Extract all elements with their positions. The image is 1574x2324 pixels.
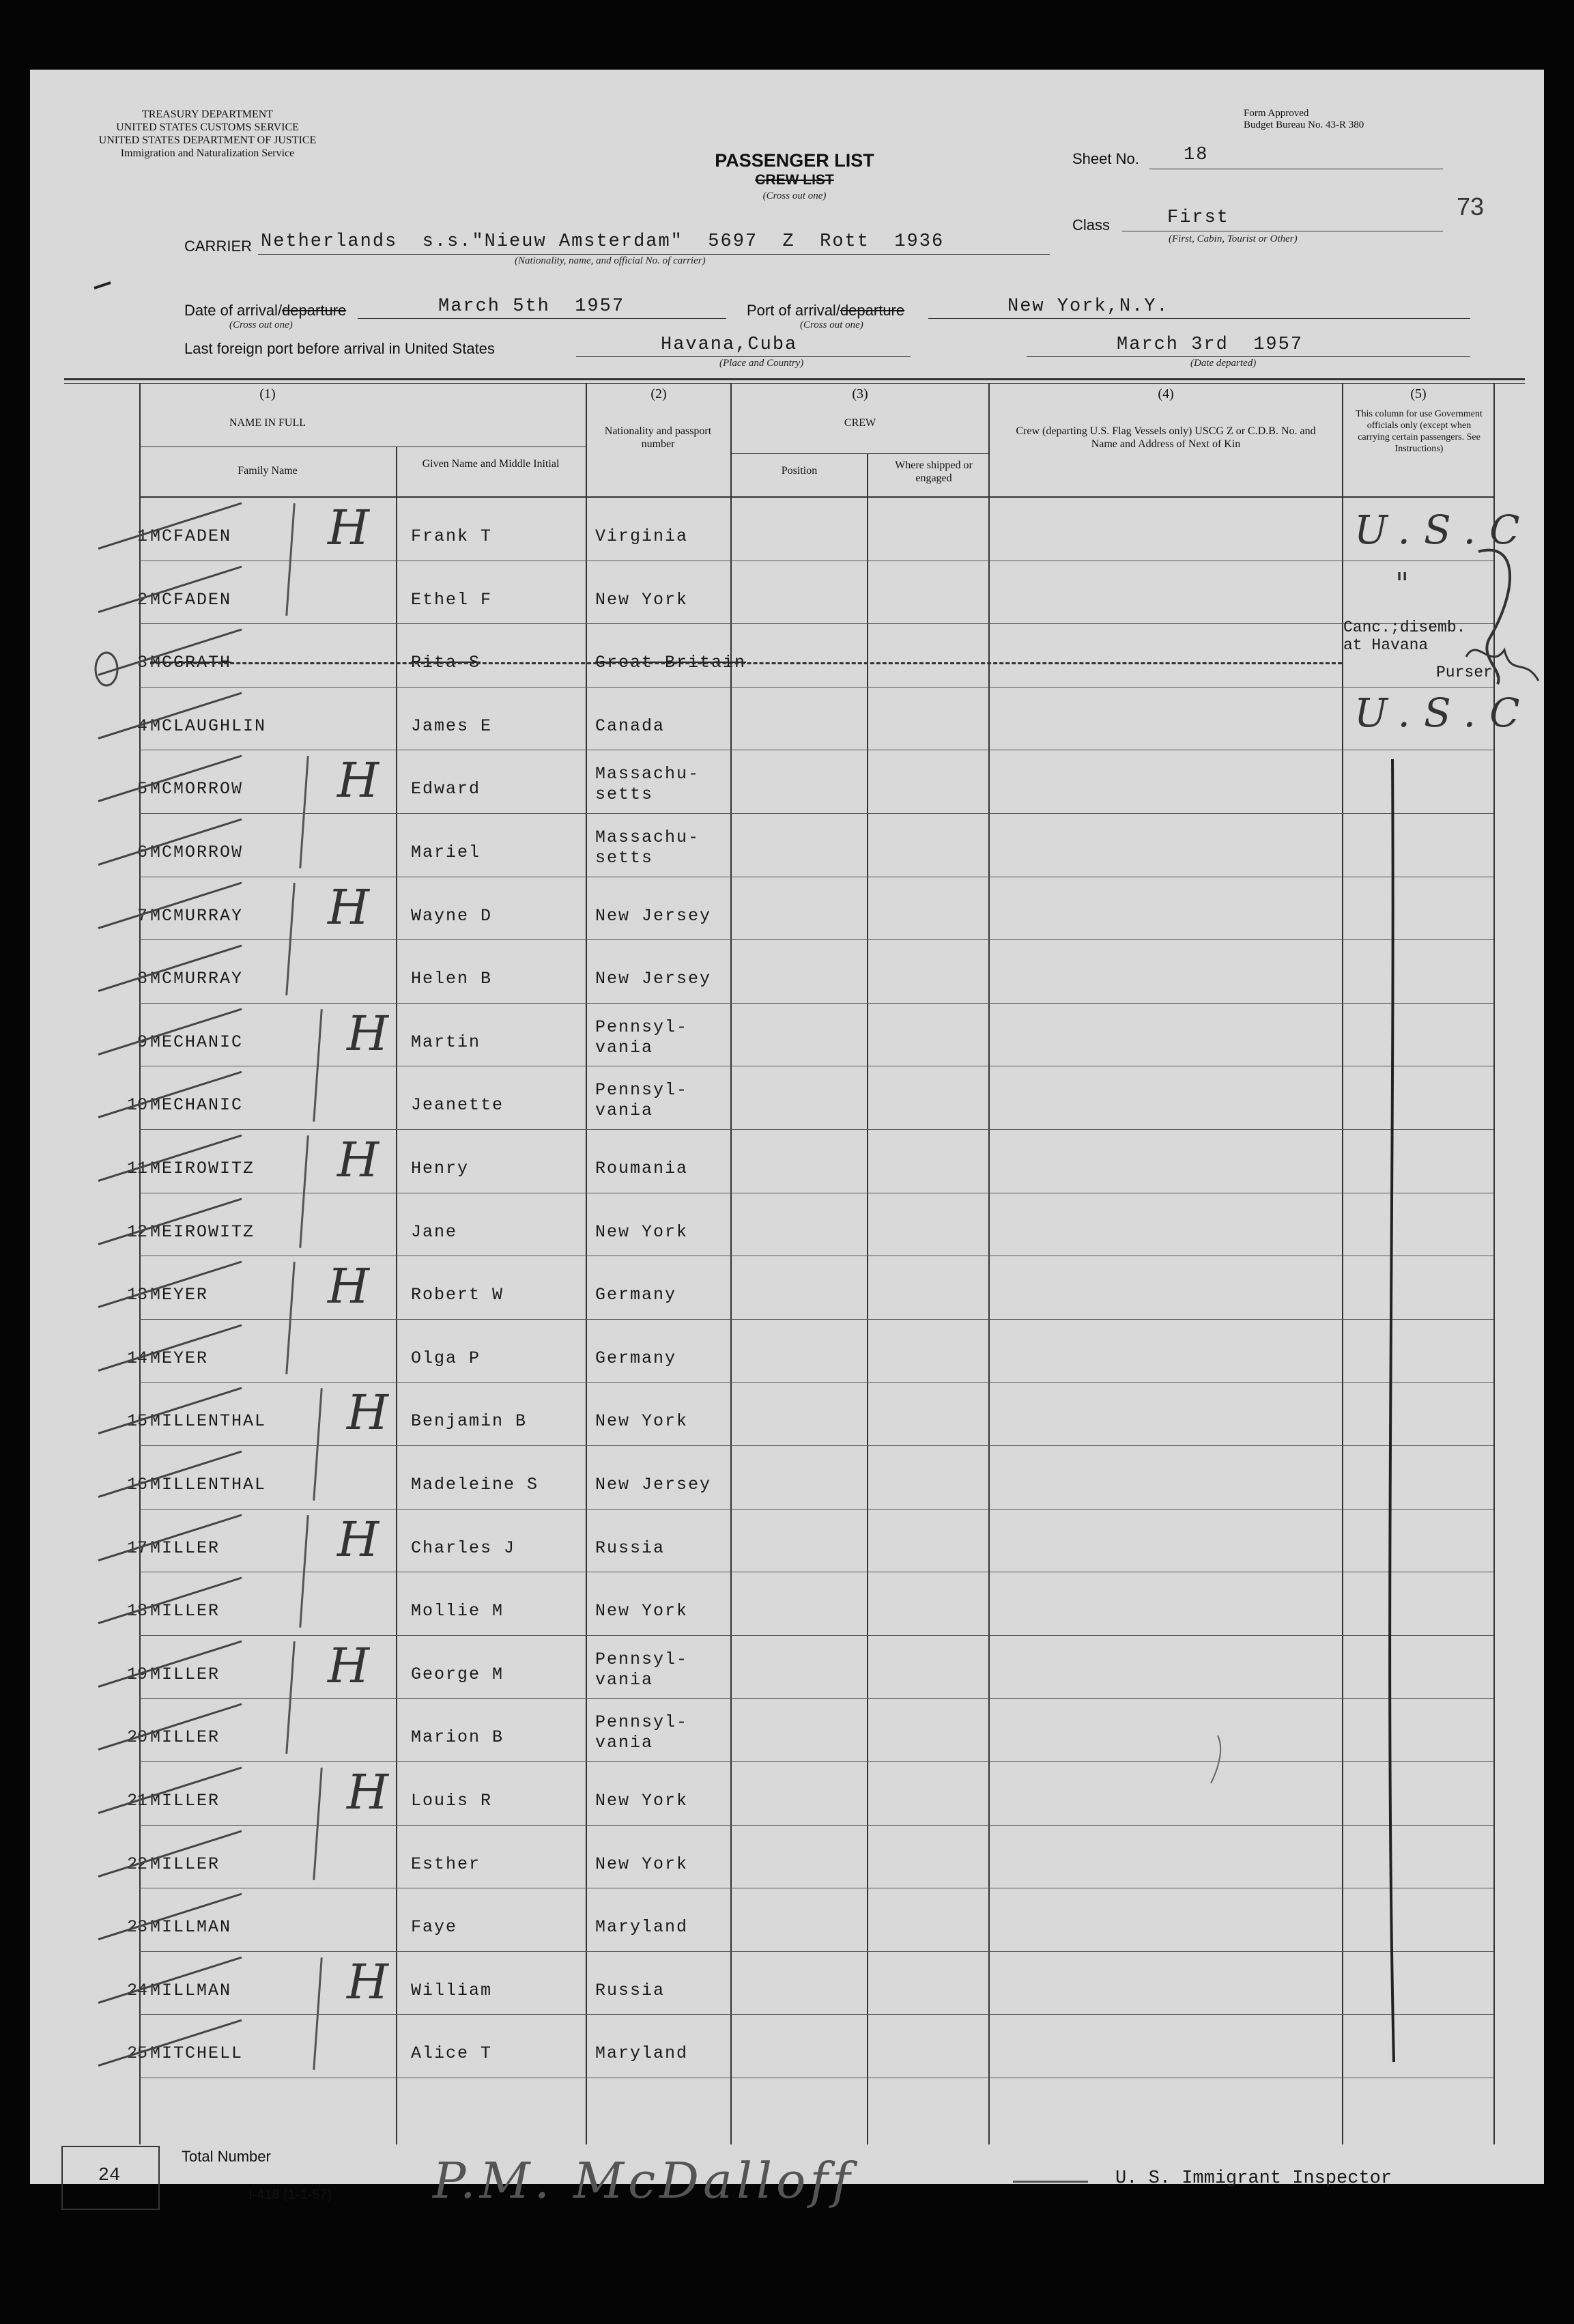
given-name: Alice T [411,2043,493,2064]
given-name: William [411,1980,493,2000]
given-name: Martin [411,1032,481,1052]
family-name: MCGRATH [150,653,232,673]
nationality: New York [595,1601,689,1621]
family-name: MILLER [150,1537,220,1558]
row-number: 23 [126,1917,147,1938]
date-label-text: Date of arrival/ [184,302,283,319]
head-of-family-mark: H [347,1953,389,2010]
form-approved-line: Form Approved [1244,108,1309,119]
stray-mark [1211,1735,1220,1783]
nationality: Russia [595,1980,666,2000]
family-name: MECHANIC [150,1032,244,1052]
date-label-struck: departure [282,302,347,319]
given-name: Henry [411,1159,470,1178]
class-value: First [1167,208,1230,228]
signature-dash [1013,2181,1088,2183]
row-number: 13 [126,1285,147,1305]
col2-number: (2) [650,386,667,401]
given-name: Robert W [411,1285,504,1305]
last-port-value: Havana,Cuba [661,335,798,355]
family-name: MEYER [150,1285,209,1305]
row-number: 1 [137,526,147,546]
row-number: 20 [126,1727,147,1748]
agency-line: UNITED STATES DEPARTMENT OF JUSTICE [98,134,317,146]
annotation-ditto-row2: " [1395,567,1410,601]
row-number: 25 [126,2043,147,2064]
family-name: MCMORROW [150,779,244,799]
ditto-line [1390,759,1394,2062]
class-label: Class [1072,216,1111,233]
nationality: New York [595,1854,689,1874]
cancel-note-line: at Havana [1343,636,1429,654]
row-number: 3 [137,653,147,673]
margin-tick [94,283,111,288]
given-name: Olga P [411,1348,481,1368]
nationality: New York [595,1791,689,1811]
nationality: New Jersey [595,1475,712,1494]
given-name: Mollie M [411,1601,504,1621]
nationality: New Jersey [595,905,712,926]
manifest-page [30,70,1544,2209]
given-name: Esther [411,1854,481,1874]
row-number: 14 [126,1348,147,1368]
family-name: MECHANIC [150,1095,244,1116]
family-name: MILLER [150,1727,220,1748]
given-name: Marion B [411,1727,504,1748]
col1-family-heading: Family Name [238,465,298,477]
family-name: MILLER [150,1854,220,1874]
head-of-family-mark: H [347,1764,389,1820]
head-of-family-mark: H [328,1637,370,1694]
head-of-family-mark: H [347,1005,389,1062]
head-of-family-mark: H [347,1385,389,1441]
given-name: Edward [411,779,481,799]
nationality: New York [595,1221,689,1242]
family-name: MILLMAN [150,1980,232,2000]
col1-number: (1) [259,386,276,401]
family-name: MILLENTHAL [150,1475,267,1494]
form-approved-line: Budget Bureau No. 43-R 380 [1244,119,1364,130]
nationality: Roumania [595,1159,689,1178]
family-name: MEYER [150,1348,209,1368]
nationality: Virginia [595,526,689,546]
nationality: Russia [595,1537,666,1558]
head-of-family-mark: H [337,752,380,809]
port-caption: (Cross out one) [800,320,863,330]
given-name: Rita S [411,653,481,673]
sheet-value: 18 [1184,145,1209,165]
last-port-label: Last foreign port before arrival in United States [184,340,495,357]
page-number: 73 [1457,193,1485,221]
family-name: MILLENTHAL [150,1411,267,1432]
port-value: New York,N.Y. [1007,296,1169,317]
row-number: 2 [137,589,147,610]
family-name: MCFADEN [150,526,232,546]
carrier-label: CARRIER [184,238,253,255]
row-number: 7 [137,905,147,926]
carrier-value: Netherlands s.s."Nieuw Amsterdam" 5697 Z Rott 1936 [261,231,945,252]
nationality: Massachu- setts [595,764,700,805]
purser-signature [1466,650,1539,681]
row-number: 5 [137,779,147,799]
col3-position-heading: Position [781,465,818,477]
given-name: George M [411,1664,504,1684]
given-name: Charles J [411,1537,516,1558]
list-title-caption: (Cross out one) [762,190,827,201]
row-number: 10 [126,1095,147,1116]
nationality: Germany [595,1348,677,1368]
col1-title: NAME IN FULL [229,417,306,429]
family-name: MCMORROW [150,842,244,862]
pencil-marks [30,70,1544,2184]
date-caption: (Cross out one) [229,320,293,330]
annotation-usc-row1: U.S.C [1354,507,1534,553]
agency-line: Immigration and Naturalization Service [120,147,295,159]
inspector-signature: P.M. McDalloff [433,2152,855,2209]
given-name: Frank T [411,526,493,546]
col3-number: (3) [852,386,868,401]
form-number: I-418 (1-1-57) [248,2187,332,2202]
col1-given-heading: Given Name and Middle Initial [422,458,560,470]
given-name: Mariel [411,842,481,862]
row-number: 6 [137,842,147,862]
col2-title: Nationality and passport number [604,425,712,450]
given-name: Jane [411,1221,458,1242]
agency-line: TREASURY DEPARTMENT [141,109,274,120]
total-value: 24 [98,2166,121,2186]
family-name: MITCHELL [150,2043,244,2064]
carrier-caption: (Nationality, name, and official No. of carrier) [515,255,706,266]
port-label-text: Port of arrival/ [747,302,840,319]
col3-title: CREW [844,417,876,429]
list-title: PASSENGER LIST [715,150,874,171]
nationality: Maryland [595,1917,689,1938]
nationality: New York [595,589,689,610]
list-title-struck: CREW LIST [755,172,834,188]
given-name: Faye [411,1917,458,1938]
given-name: Ethel F [411,589,493,610]
family-name: MEIROWITZ [150,1221,255,1242]
row-number: 21 [126,1791,147,1811]
arrival-date-value: March 5th 1957 [438,296,625,317]
nationality: Massachu- setts [595,827,700,868]
annotation-purser: Purser. [1436,664,1502,681]
row-number: 9 [137,1032,147,1052]
family-name: MCMURRAY [150,969,244,989]
row-number: 16 [126,1475,147,1494]
total-label: Total Number [182,2148,271,2165]
head-of-family-mark: H [337,1132,380,1188]
head-of-family-mark: H [328,500,370,556]
nationality: Great Britain [595,653,747,673]
family-name: MILLER [150,1791,220,1811]
date-departed-value: March 3rd 1957 [1117,335,1304,355]
nationality: Germany [595,1285,677,1305]
col4-title: Crew (departing U.S. Flag Vessels only) USCG Z or C.D.B. No. and Name and Address of Next of Kin [1016,425,1316,450]
head-of-family-mark: H [328,879,370,935]
row3-circle [96,653,117,685]
row-number: 18 [126,1601,147,1621]
nationality: Pennsyl- vania [595,1080,689,1121]
given-name: James E [411,715,493,736]
nationality: Pennsyl- vania [595,1649,689,1690]
port-label-struck: departure [840,302,905,319]
family-name: MCLAUGHLIN [150,715,267,736]
col4-number: (4) [1158,386,1174,401]
family-name: MEIROWITZ [150,1159,255,1178]
nationality: Pennsyl- vania [595,1017,689,1058]
given-name: Madeleine S [411,1475,539,1494]
head-of-family-mark: H [337,1511,380,1568]
row-number: 4 [137,715,147,736]
nationality: New Jersey [595,969,712,989]
sheet-label: Sheet No. [1072,150,1139,167]
row-number: 22 [126,1854,147,1874]
given-name: Louis R [411,1791,493,1811]
class-caption: (First, Cabin, Tourist or Other) [1169,233,1298,244]
row-number: 17 [126,1537,147,1558]
family-name: MILLER [150,1664,220,1684]
row-number: 11 [126,1159,147,1178]
annotation-usc-row4: U.S.C [1354,690,1534,736]
row-number: 24 [126,1980,147,2000]
agency-line: UNITED STATES CUSTOMS SERVICE [116,122,299,133]
family-name: MCFADEN [150,589,232,610]
row-number: 12 [126,1221,147,1242]
family-name: MILLER [150,1601,220,1621]
family-name: MCMURRAY [150,905,244,926]
given-name: Wayne D [411,905,493,926]
given-name: Benjamin B [411,1411,528,1432]
col3-shipped-heading: Where shipped or engaged [895,459,973,484]
family-name: MILLMAN [150,1917,232,1938]
initials-scribble [1478,550,1510,684]
row-number: 15 [126,1411,147,1432]
head-of-family-mark: H [328,1258,370,1315]
given-name: Jeanette [411,1095,504,1116]
inspector-title: U. S. Immigrant Inspector [1115,2168,1392,2189]
nationality: New York [595,1411,689,1432]
date-departed-caption: (Date departed) [1190,358,1257,369]
nationality: Canada [595,715,666,736]
given-name: Helen B [411,969,493,989]
col5-number: (5) [1410,386,1427,401]
nationality: Pennsyl- vania [595,1712,689,1753]
row-number: 19 [126,1664,147,1684]
last-port-caption: (Place and Country) [719,358,804,369]
nationality: Maryland [595,2043,689,2064]
cancel-note-line: Canc.;disemb. [1343,619,1466,636]
row-number: 8 [137,969,147,989]
col5-title: This column for use Government officials only (except when carrying certain passengers. See Instructions) [1356,409,1483,454]
